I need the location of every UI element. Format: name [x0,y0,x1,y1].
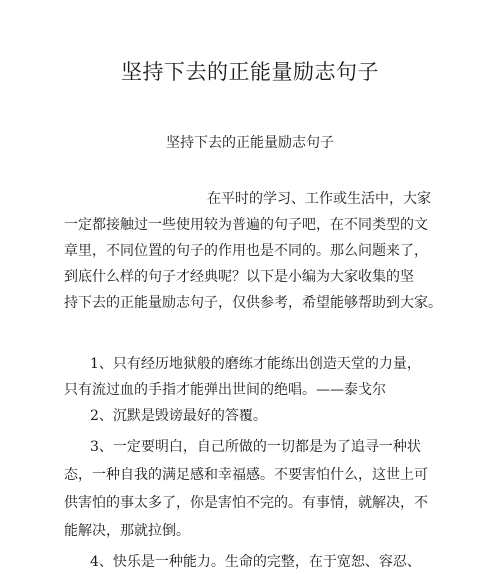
intro-line: 到底什么样的句子才经典呢？以下是小编为大家收集的坚 [64,269,414,285]
quote-line: 2、沉默是毁谤最好的答覆。 [90,408,267,424]
intro-line: 一定都接触过一些使用较为普遍的句子吧，在不同类型的文 [64,217,428,233]
document-title: 坚持下去的正能量励志句子 [121,60,379,84]
quote-line: 3、一定要明白，自己所做的一切都是为了追寻一种状 [90,439,421,455]
quote-line: 1、只有经历地狱般的磨练才能练出创造天堂的力量， [90,356,421,372]
quote-line: 供害怕的事太多了，你是害怕不完的。有事情，就解决，不 [64,495,428,511]
intro-line: 在平时的学习、工作或生活中，大家 [207,191,431,207]
quote-line: 只有流过血的手指才能弹出世间的绝唱。——泰戈尔 [64,382,386,398]
quote-line: 态，一种自我的满足感和幸福感。不要害怕什么，这世上可 [64,467,428,483]
document-subtitle: 坚持下去的正能量励志句子 [166,135,334,151]
intro-line: 章里，不同位置的句子的作用也是不同的。那么问题来了， [64,243,428,259]
intro-line: 持下去的正能量励志句子，仅供参考，希望能够帮助到大家。 [64,295,442,311]
quote-line: 4、快乐是一种能力。生命的完整，在于宽恕、容忍、 [90,554,421,570]
quote-line: 能解决，那就拉倒。 [64,523,190,539]
